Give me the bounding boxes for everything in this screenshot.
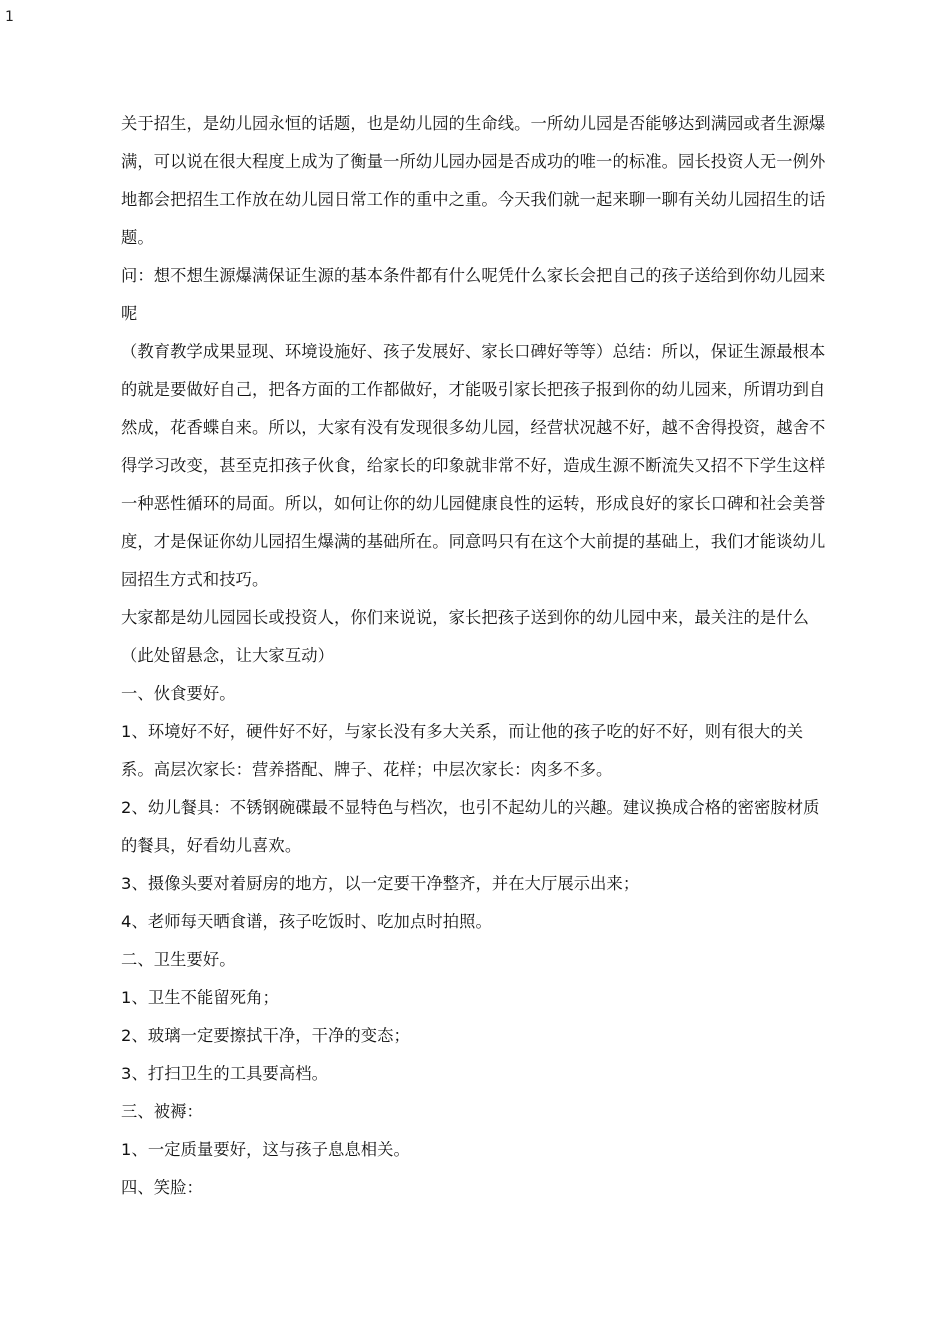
heading-bedding: 三、被褥： [121, 1102, 203, 1121]
list-item: 1、环境好不好，硬件好不好，与家长没有多大关系，而让他的孩子吃的好不好，则有很大的关系。高层次家长：营养搭配、牌子、花样；中层次家长：肉多不多。 [121, 722, 804, 779]
paragraph-intro: 关于招生，是幼儿园永恒的话题，也是幼儿园的生命线。一所幼儿园是否能够达到满园或者生源爆满，可以说在很大程度上成为了衡量一所幼儿园办园是否成功的唯一的标准。园长投资人无一例外地都会把招生工作放在幼儿园日常工作的重中之重。今天我们就一起来聊一聊有关幼儿园招生的话题。 [121, 114, 826, 247]
list-item: 2、玻璃一定要擦拭干净，干净的变态； [121, 1026, 410, 1045]
page-number: 1 [5, 9, 14, 25]
heading-food: 一、伙食要好。 [121, 684, 236, 703]
list-item: 3、打扫卫生的工具要高档。 [121, 1064, 329, 1083]
list-item: 1、一定质量要好，这与孩子息息相关。 [121, 1140, 410, 1159]
heading-hygiene: 二、卫生要好。 [121, 950, 236, 969]
list-item: 2、幼儿餐具：不锈钢碗碟最不显特色与档次，也引不起幼儿的兴趣。建议换成合格的密密胺材质的餐具，好看幼儿喜欢。 [121, 798, 820, 855]
paragraph-question: 问：想不想生源爆满保证生源的基本条件都有什么呢凭什么家长会把自己的孩子送给到你幼儿园来呢 [121, 266, 826, 323]
paragraph-summary: （教育教学成果显现、环境设施好、孩子发展好、家长口碑好等等）总结：所以，保证生源最根本的就是要做好自己，把各方面的工作都做好，才能吸引家长把孩子报到你的幼儿园来，所谓功到自然成，花香蝶自来。所以，大家有没有发现很多幼儿园，经营状况越不好，越不舍得投资，越舍不得学习改变，甚至克扣孩子伙食，给家长的印象就非常不好，造成生源不断流失又招不下学生这样一种恶性循环的局面。所以，如何让你的幼儿园健康良性的运转，形成良好的家长口碑和社会美誉度，才是保证你幼儿园招生爆满的基础所在。同意吗只有在这个大前提的基础上，我们才能谈幼儿园招生方式和技巧。 [121, 342, 826, 589]
paragraph-discussion: 大家都是幼儿园园长或投资人，你们来说说，家长把孩子送到你的幼儿园中来，最关注的是什么（此处留悬念，让大家互动） [121, 608, 810, 665]
heading-smile: 四、笑脸： [121, 1178, 203, 1197]
list-item: 1、卫生不能留死角； [121, 988, 279, 1007]
document-body [121, 105, 833, 1207]
list-item: 4、老师每天晒食谱，孩子吃饭时、吃加点时拍照。 [121, 912, 492, 931]
list-item: 3、摄像头要对着厨房的地方，以一定要干净整齐，并在大厅展示出来； [121, 874, 640, 893]
